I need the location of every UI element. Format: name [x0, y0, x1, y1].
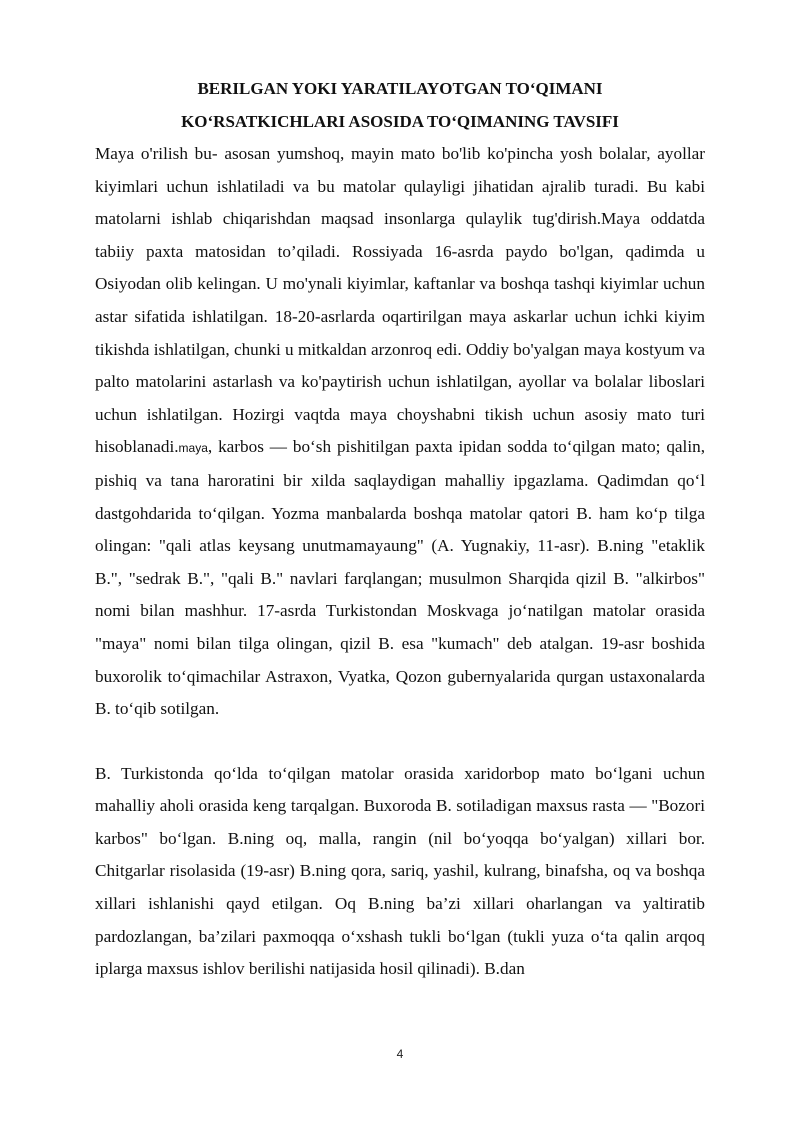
paragraph-spacer — [95, 726, 705, 758]
paragraph-1-text-a: Maya o'rilish bu- asosan yumshoq, mayin mato bo'lib ko'pincha yosh bolalar, ayollar kiyimlari uchun ishlatiladi va bu matolar qulayligi jihatidan ajralib turadi. Bu kabi matolarni ishlab chiqarishdan maqsad insonlarga qulaylik tug'dirish.Maya oddatda tabiiy paxta matosidan to’qiladi. Rossiyada 16-asrda paydo bo'lgan, qadimda u Osiyodan olib kelingan. U mo'ynali kiyimlar, kaftanlar va boshqa tashqi kiyimlar uchun astar sifatida ishlatilgan. 18-20-asrlarda oqartirilgan maya askarlar uchun ichki kiyim tikishda ishlatilgan, chunki u mitkaldan arzonroq edi. Oddiy bo'yalgan maya kostyum va palto matolarini astarlash va ko'paytirish uchun ishlatilgan, ayollar va bolalar liboslari uchun ishlatilgan. Hozirgi vaqtda maya choyshabni tikish uchun asosiy mato turi hisoblanadi. — [95, 144, 705, 457]
paragraph-1 — [95, 138, 705, 726]
paragraph-1-small-word: maya — [178, 441, 208, 456]
page-number: 4 — [396, 1047, 404, 1061]
page-title-line-1: BERILGAN YOKI YARATILAYOTGAN TO‘QIMANI — [197, 79, 603, 98]
paragraph-1-text-b: , karbos — bo‘sh pishitilgan paxta ipidan sodda to‘qilgan mato; qalin, pishiq va tana haroratini bir xilda saqlaydigan mahalliy ipgazlama. Qadimdan qo‘l dastgohdarida to‘qilgan. Yozma manbalarda boshqa matolar qatori B. ham ko‘p tilga olingan: "qali atlas keysang unutmamayaung" (A. Yugnakiy, 11-asr). B.ning "etaklik B.", "sedrak B.", "qali B." navlari farqlangan; musulmon Sharqida qizil B. "alkirbos" nomi bilan mashhur. 17-asrda Turkistondan Moskvaga jo‘natilgan matolar orasida "maya" nomi bilan tilga olingan, qizil B. esa "kumach" deb atalgan. 19-asr boshida buxorolik to‘qimachilar Astraxon, Vyatka, Qozon gubernyalarida qurgan ustaxonalarda B. to‘qib sotilgan. — [95, 437, 705, 719]
document-page — [95, 72, 705, 986]
paragraph-2: B. Turkistonda qo‘lda to‘qilgan matolar orasida xaridorbop mato bo‘lgani uchun mahalliy aholi orasida keng tarqalgan. Buxoroda B. sotiladigan maxsus rasta — "Bozori karbos" bo‘lgan. B.ning oq, malla, rangin (nil bo‘yoqqa bo‘yalgan) xillari bor. Chitgarlar risolasida (19-asr) B.ning qora, sariq, yashil, kulrang, binafsha, oq va boshqa xillari ishlanishi qayd etilgan. Oq B.ning ba’zi xillari oharlangan va yaltiratib pardozlangan, ba’zilari paxmoqqa o‘xshash tukli bo‘lgan (tukli yuza o‘ta qalin arqoq iplarga maxsus ishlov berilishi natijasida hosil qilinadi). B.dan — [95, 763, 705, 979]
page-title-line-2: KO‘RSATKICHLARI ASOSIDA TO‘QIMANING TAVSIFI — [181, 112, 619, 131]
